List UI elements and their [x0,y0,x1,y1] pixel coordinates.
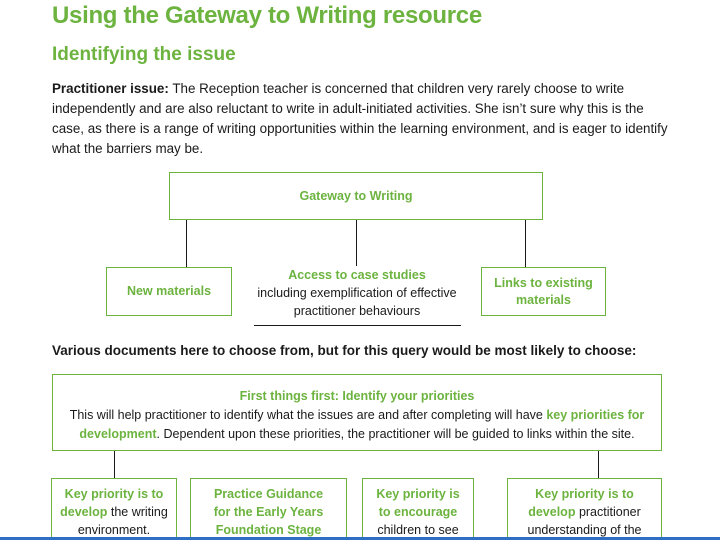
priority4-develop: develop [528,505,576,519]
section-subtitle: Identifying the issue [52,44,236,65]
first-text-b: . Dependent upon these priorities, the practitioner will be guided to links within the site. [156,427,635,441]
priority3-line3: children to see [377,523,459,537]
priority-box-4 [507,478,662,540]
first-things-first-box [52,374,662,451]
existing-materials-line1: Links to existing [494,275,593,290]
key-priorities-highlight: key priorities for [546,408,645,422]
practice-line2: for the Early Years [213,505,324,519]
connector-middle [356,220,357,266]
priority3-line2: to encourage [378,505,458,519]
case-studies-underline [254,325,461,326]
case-studies-text-2: practitioner behaviours [293,304,421,318]
various-documents-text: Various documents here to choose from, but for this query would be most likely to choose: [52,343,637,358]
new-materials-label: New materials [126,284,212,298]
priority4-line3: understanding of the [527,523,642,537]
practitioner-issue-paragraph [52,79,677,159]
case-studies-block [254,266,460,320]
priority1-line2: the writing [107,505,168,519]
page-title: Using the Gateway to Writing resource [52,2,482,29]
connector-right [525,220,526,267]
priority-box-3 [362,478,474,540]
first-things-heading: First things first: Identify your priorities [239,389,475,403]
priority1-line3: environment. [77,523,151,537]
gateway-label: Gateway to Writing [299,188,413,203]
connector-left [186,220,187,267]
practice-line1: Practice Guidance [213,487,324,501]
priority4-line2: practitioner [575,505,641,519]
case-studies-text-1: including exemplification of effective [257,286,457,300]
issue-label: Practitioner issue: [52,81,169,96]
priority1-develop: develop [60,505,108,519]
connector-b1 [114,451,115,478]
issue-text: The Reception teacher is concerned that children very rarely choose to write independently and are also reluctant to write in adult-initiated activities. She isn’t sure why this is the case, as there is a range of writing opportunities within the learning environment, and is eager to identify what the barriers may be. [52,81,668,156]
priority4-line1: Key priority is to [535,487,634,501]
case-studies-heading: Access to case studies [288,268,426,282]
development-highlight: development [79,427,157,441]
connector-b4 [598,451,599,478]
priority3-line1: Key priority is [376,487,460,501]
new-materials-box [106,267,232,316]
first-things-text-2 [53,425,661,444]
existing-materials-box [481,267,606,316]
priority-box-1 [51,478,177,540]
first-things-text [53,406,661,425]
first-text-a: This will help practitioner to identify what the issues are and after completing will have [69,408,547,422]
existing-materials-line2: materials [516,292,571,307]
practice-guidance-box [190,478,347,540]
gateway-to-writing-box [169,172,543,220]
practice-line3: Foundation Stage [215,523,322,537]
priority1-line1: Key priority is to [64,487,164,501]
